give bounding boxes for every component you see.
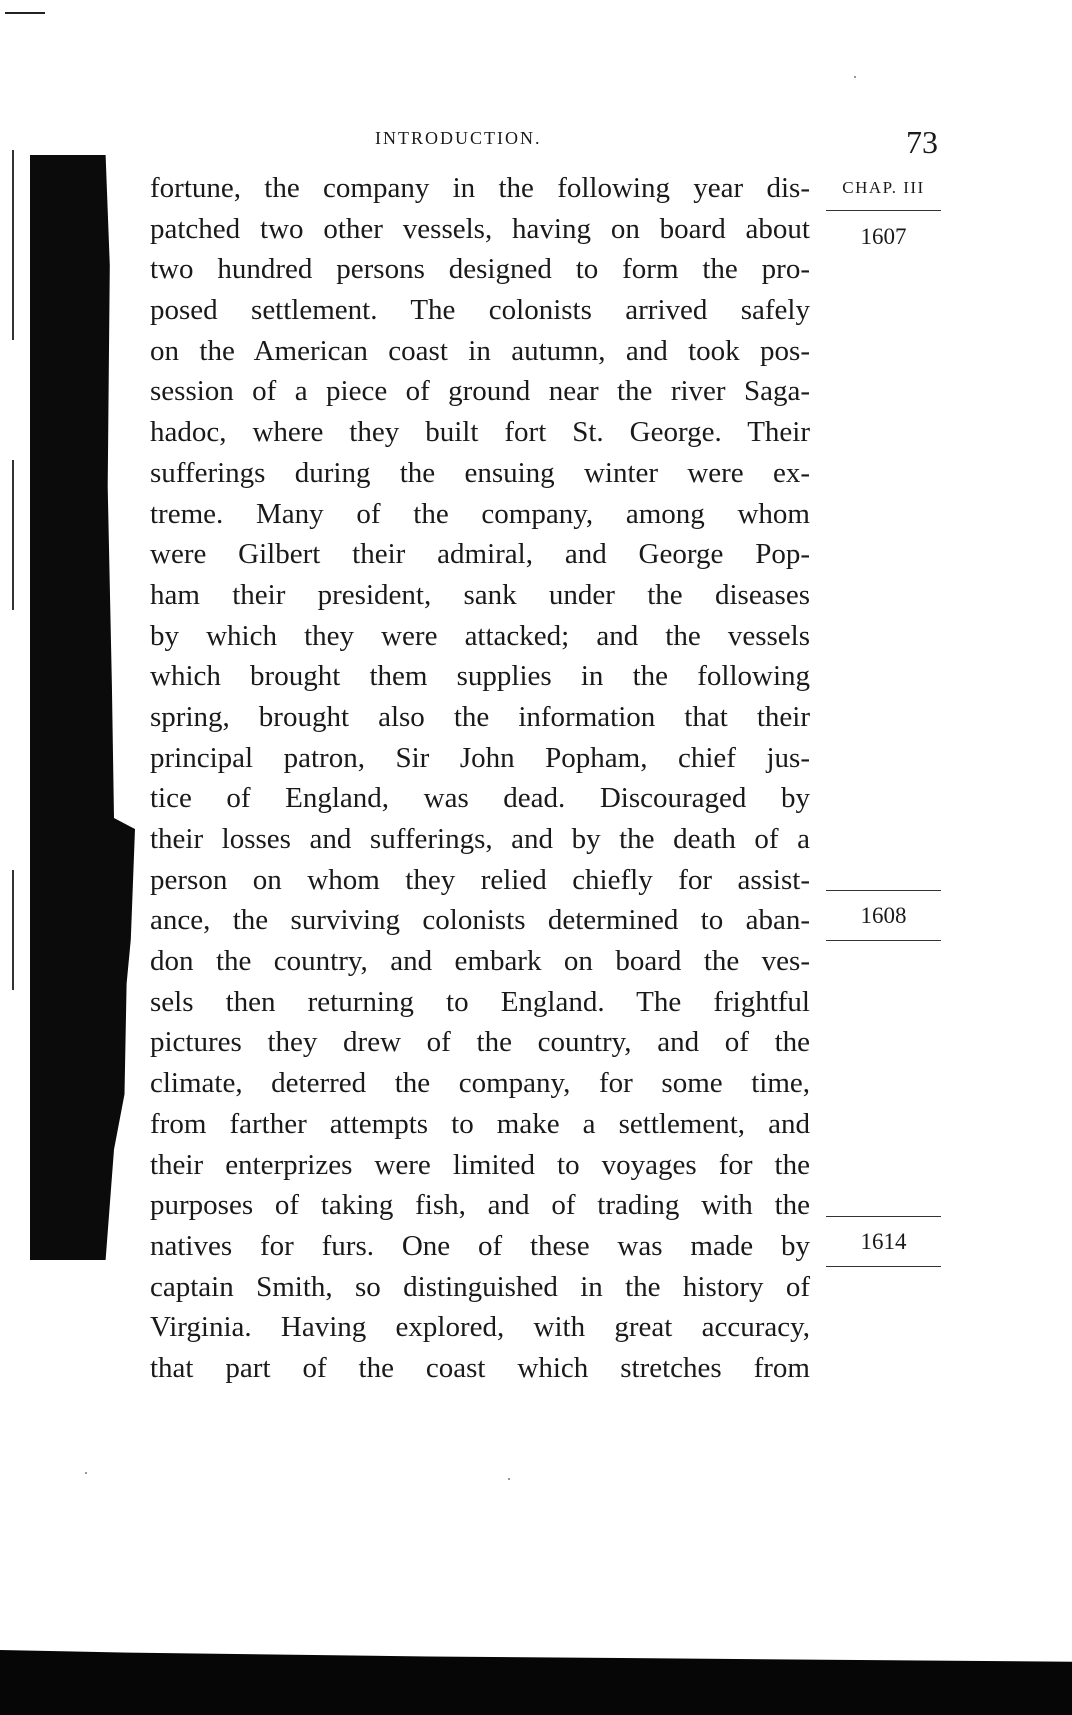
text-line: spring, brought also the information that their: [150, 700, 810, 733]
paper-speck: [85, 1472, 87, 1474]
text-line: on the American coast in autumn, and took pos-: [150, 334, 810, 367]
text-line: by which they were attacked; and the vessels: [150, 619, 810, 652]
text-line: Virginia. Having explored, with great accuracy,: [150, 1311, 810, 1344]
binding-shadow: [30, 155, 135, 1260]
scan-edge-mark: [5, 12, 45, 14]
chapter-label: CHAP. III: [842, 178, 925, 197]
text-line: their enterprizes were limited to voyages for the: [150, 1148, 810, 1181]
scan-bottom-edge: [0, 1650, 1072, 1715]
margin-year: 1614: [860, 1229, 907, 1254]
text-line: treme. Many of the company, among whom: [150, 497, 810, 530]
text-line: pictures they drew of the country, and of the: [150, 1026, 810, 1059]
margin-year: 1607: [860, 224, 907, 249]
text-line: captain Smith, so distinguished in the history of: [150, 1270, 810, 1303]
text-line: natives for furs. One of these was made by: [150, 1229, 810, 1262]
text-line: were Gilbert their admiral, and George Pop-: [150, 538, 810, 571]
text-line: ham their president, sank under the diseases: [150, 578, 810, 611]
text-line: person on whom they relied chiefly for assist-: [150, 863, 810, 896]
margin-rule: [826, 890, 941, 891]
text-line: sufferings during the ensuing winter were ex-: [150, 456, 810, 489]
text-line: sels then returning to England. The frightful: [150, 985, 810, 1018]
paper-speck: [854, 76, 856, 78]
scan-edge-line: [12, 870, 14, 990]
running-head: INTRODUCTION.: [375, 128, 542, 148]
text-line: session of a piece of ground near the river Saga-: [150, 375, 810, 408]
text-line: their losses and sufferings, and by the death of a: [150, 823, 810, 855]
paper-speck: [508, 1478, 510, 1480]
scan-edge-line: [12, 150, 14, 340]
margin-year: 1608: [860, 903, 907, 928]
text-line: tice of England, was dead. Discouraged by: [150, 782, 810, 815]
margin-rule: [826, 1216, 941, 1217]
margin-rule: [826, 210, 941, 211]
text-line: two hundred persons designed to form the pro-: [150, 253, 810, 286]
page-number: 73: [906, 124, 938, 160]
text-line: purposes of taking fish, and of trading with the: [150, 1189, 810, 1222]
text-line: posed settlement. The colonists arrived safely: [150, 294, 810, 327]
text-line: patched two other vessels, having on board about: [150, 212, 810, 245]
text-line: fortune, the company in the following year dis-: [150, 172, 810, 204]
margin-rule: [826, 1266, 941, 1267]
scan-edge-line: [12, 460, 14, 610]
text-line: from farther attempts to make a settlement, and: [150, 1107, 810, 1140]
text-line: hadoc, where they built fort St. George. Their: [150, 416, 810, 449]
text-line: climate, deterred the company, for some time,: [150, 1067, 810, 1100]
margin-rule: [826, 940, 941, 941]
text-line: which brought them supplies in the following: [150, 660, 810, 693]
body-text: [150, 168, 810, 1389]
text-line: that part of the coast which stretches from: [150, 1351, 810, 1384]
text-line: don the country, and embark on board the ves-: [150, 945, 810, 978]
text-line: principal patron, Sir John Popham, chief jus-: [150, 741, 810, 774]
text-line: ance, the surviving colonists determined to aban-: [150, 904, 810, 937]
